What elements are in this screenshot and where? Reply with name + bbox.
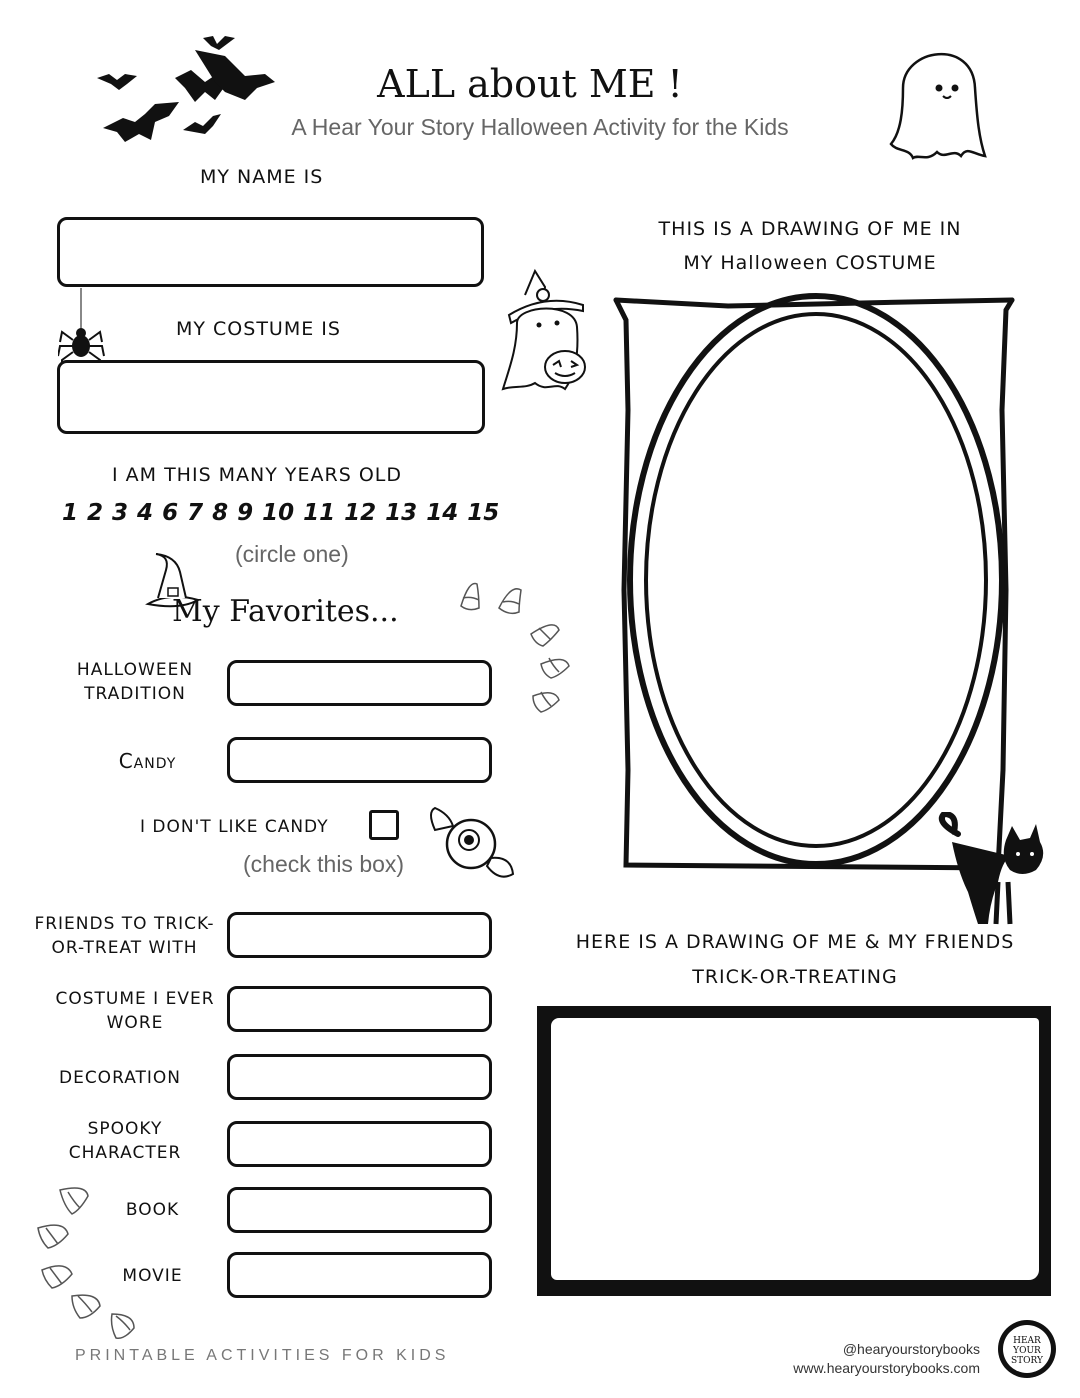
name-label: MY NAME IS [200,166,324,188]
age-number[interactable]: 4 [137,500,154,526]
costume-drawing-label-line2: MY Halloween COSTUME [683,252,937,274]
age-number[interactable]: 2 [87,500,104,526]
age-number[interactable]: 10 [262,500,295,526]
footer-contact [760,1340,980,1378]
svg-text:YOUR: YOUR [1013,1346,1041,1356]
decoration-field[interactable] [227,1054,492,1100]
movie-field[interactable] [227,1252,492,1298]
friends-label: FRIENDS TO TRICK-OR-TREAT WITH [34,914,215,958]
spooky-character-label: SPOOKY CHARACTER [68,1119,182,1163]
logo-icon [996,1318,1058,1380]
costume-ever-label: COSTUME I EVER WORE [55,989,215,1033]
black-cat-icon [928,812,1053,927]
age-number-list [62,500,508,526]
eyeball-candy-icon [425,800,520,882]
social-handle[interactable]: @hearyourstorybooks [842,1341,980,1357]
ghost-icon [883,28,993,178]
page-title: ALL about ME ! [377,62,683,106]
age-number[interactable]: 11 [303,500,336,526]
check-box-hint: (check this box) [243,851,405,877]
friends-drawing-area[interactable] [551,1018,1039,1280]
friends-drawing-label-line2: TRICK-OR-TREATING [692,966,898,988]
age-number[interactable]: 15 [467,500,500,526]
name-field[interactable] [57,217,484,287]
favorites-title: My Favorites... [172,594,399,629]
age-number[interactable]: 12 [344,500,377,526]
friends-field[interactable] [227,912,492,958]
costume-drawing-frame[interactable] [608,290,1028,880]
friends-drawing-label-line1: HERE IS A DRAWING OF ME & MY FRIENDS [575,931,1015,953]
age-number[interactable]: 6 [162,500,179,526]
costume-drawing-label-line1: THIS IS A DRAWING OF ME IN [658,218,962,240]
dont-like-candy-checkbox[interactable] [369,810,399,840]
age-number[interactable]: 9 [237,500,254,526]
age-number[interactable]: 3 [112,500,129,526]
book-label: BOOK [125,1200,180,1220]
halloween-tradition-field[interactable] [227,660,492,706]
halloween-tradition-label: HALLOWEEN TRADITION [76,660,194,704]
footer-tagline: PRINTABLE ACTIVITIES FOR KIDS [75,1347,450,1364]
costume-label: MY COSTUME IS [176,318,341,340]
movie-label: MOVIE [122,1266,183,1286]
age-number[interactable]: 8 [212,500,229,526]
book-field[interactable] [227,1187,492,1233]
svg-text:HEAR: HEAR [1013,1336,1041,1346]
candy-label: Candy [118,749,177,773]
age-number[interactable]: 7 [187,500,204,526]
bat-icon [95,30,285,150]
age-number[interactable]: 14 [426,500,459,526]
dont-like-candy-label: I DON'T LIKE CANDY [140,817,329,837]
decoration-label: DECORATION [58,1068,181,1088]
candy-corn-icon [30,1180,145,1355]
candy-field[interactable] [227,737,492,783]
witch-ghost-icon [495,265,605,400]
website-link[interactable]: www.hearyourstorybooks.com [793,1360,980,1376]
circle-one-hint: (circle one) [235,541,349,567]
spooky-character-field[interactable] [227,1121,492,1167]
svg-text:STORY: STORY [1011,1356,1043,1366]
age-label: I AM THIS MANY YEARS OLD [112,464,402,486]
page-subtitle: A Hear Your Story Halloween Activity for the Kids [291,114,789,140]
costume-ever-field[interactable] [227,986,492,1032]
friends-drawing-frame[interactable] [537,1006,1051,1296]
costume-field[interactable] [57,360,485,434]
age-number[interactable]: 13 [385,500,418,526]
age-number[interactable]: 1 [62,500,79,526]
